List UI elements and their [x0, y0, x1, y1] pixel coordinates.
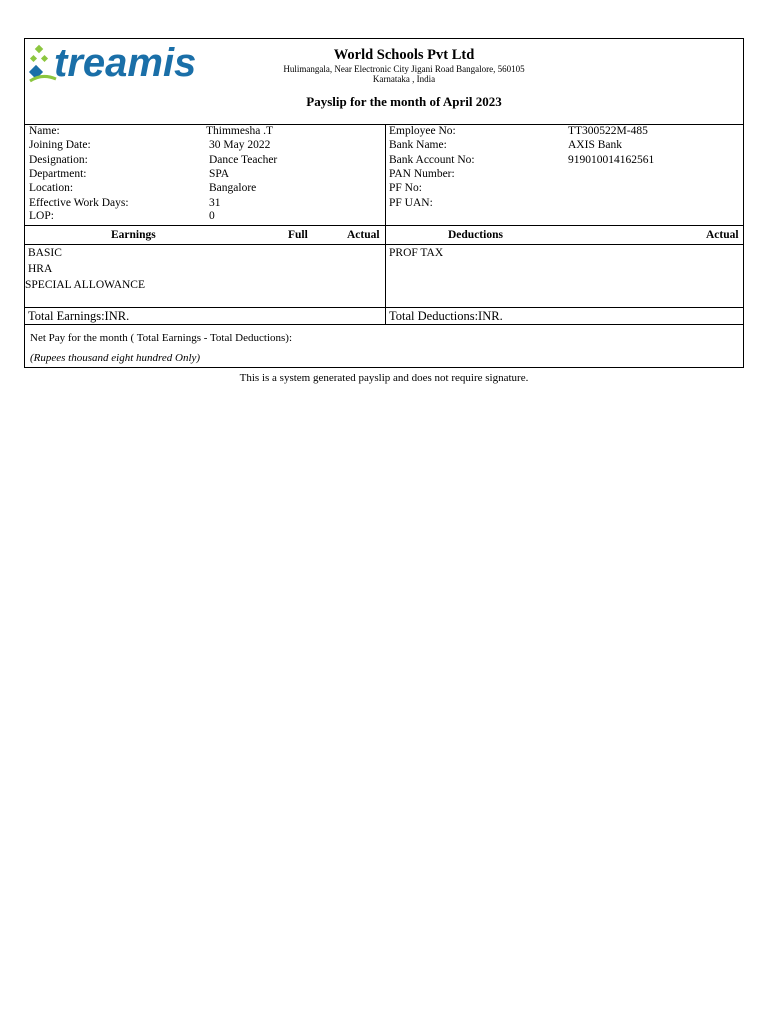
employee-info-right	[386, 124, 743, 226]
earnings-column-header: Earnings	[111, 229, 156, 241]
employee-no-value: TT300522M-485	[568, 125, 648, 137]
pf-uan-label: PF UAN:	[389, 197, 433, 209]
earnings-list	[25, 245, 386, 308]
total-earnings-label: Total Earnings:INR.	[28, 309, 130, 323]
joining-date-label: Joining Date:	[29, 139, 91, 151]
employee-info-left	[25, 124, 386, 226]
payslip-header	[25, 39, 743, 125]
earning-item: SPECIAL ALLOWANCE	[25, 279, 146, 291]
total-earnings-row	[25, 308, 386, 325]
earning-item: BASIC	[28, 247, 62, 259]
logo-wordmark: treamis	[54, 41, 197, 85]
pf-no-label: PF No:	[389, 182, 422, 194]
bank-name-label: Bank Name:	[389, 139, 447, 151]
designation-value: Dance Teacher	[209, 154, 278, 166]
joining-date-value: 30 May 2022	[209, 139, 271, 151]
company-name: World Schools Pvt Ltd	[333, 47, 475, 63]
bank-account-value: 919010014162561	[568, 154, 655, 166]
company-address-line1: Hulimangala, Near Electronic City Jigani Road Bangalore, 560105	[283, 64, 525, 74]
total-deductions-row	[386, 308, 743, 325]
bank-name-value: AXIS Bank	[568, 139, 622, 151]
employee-no-label: Employee No:	[389, 125, 456, 137]
work-days-label: Effective Work Days:	[29, 197, 129, 209]
system-generated-note: This is a system generated payslip and does not require signature.	[239, 372, 529, 384]
amount-in-words: (Rupees thousand eight hundred Only)	[30, 352, 201, 364]
payslip-title: Payslip for the month of April 2023	[306, 94, 502, 109]
work-days-value: 31	[209, 197, 221, 209]
designation-label: Designation:	[29, 154, 88, 166]
actual-deductions-column-header: Actual	[706, 229, 739, 241]
bank-account-label: Bank Account No:	[389, 154, 475, 166]
earnings-header	[25, 226, 386, 245]
lop-label: LOP:	[29, 210, 54, 222]
pan-number-label: PAN Number:	[389, 168, 455, 180]
deductions-column-header: Deductions	[448, 229, 503, 241]
total-deductions-label: Total Deductions:INR.	[389, 309, 503, 323]
department-value: SPA	[209, 168, 230, 180]
net-pay-label: Net Pay for the month ( Total Earnings - Total Deductions):	[30, 332, 293, 344]
deductions-list	[386, 245, 743, 308]
deductions-header	[386, 226, 743, 245]
location-value: Bangalore	[209, 182, 257, 194]
location-label: Location:	[29, 182, 74, 194]
department-label: Department:	[29, 168, 87, 180]
deduction-item: PROF TAX	[389, 247, 444, 259]
name-label: Name:	[29, 125, 60, 137]
earning-item: HRA	[28, 263, 53, 275]
company-address-line2: Karnataka , India	[372, 74, 436, 84]
payslip-sheet	[24, 38, 744, 368]
full-column-header: Full	[288, 229, 308, 241]
actual-earnings-column-header: Actual	[347, 229, 380, 241]
name-value: Thimmesha .T	[206, 125, 274, 137]
lop-value: 0	[209, 210, 215, 222]
